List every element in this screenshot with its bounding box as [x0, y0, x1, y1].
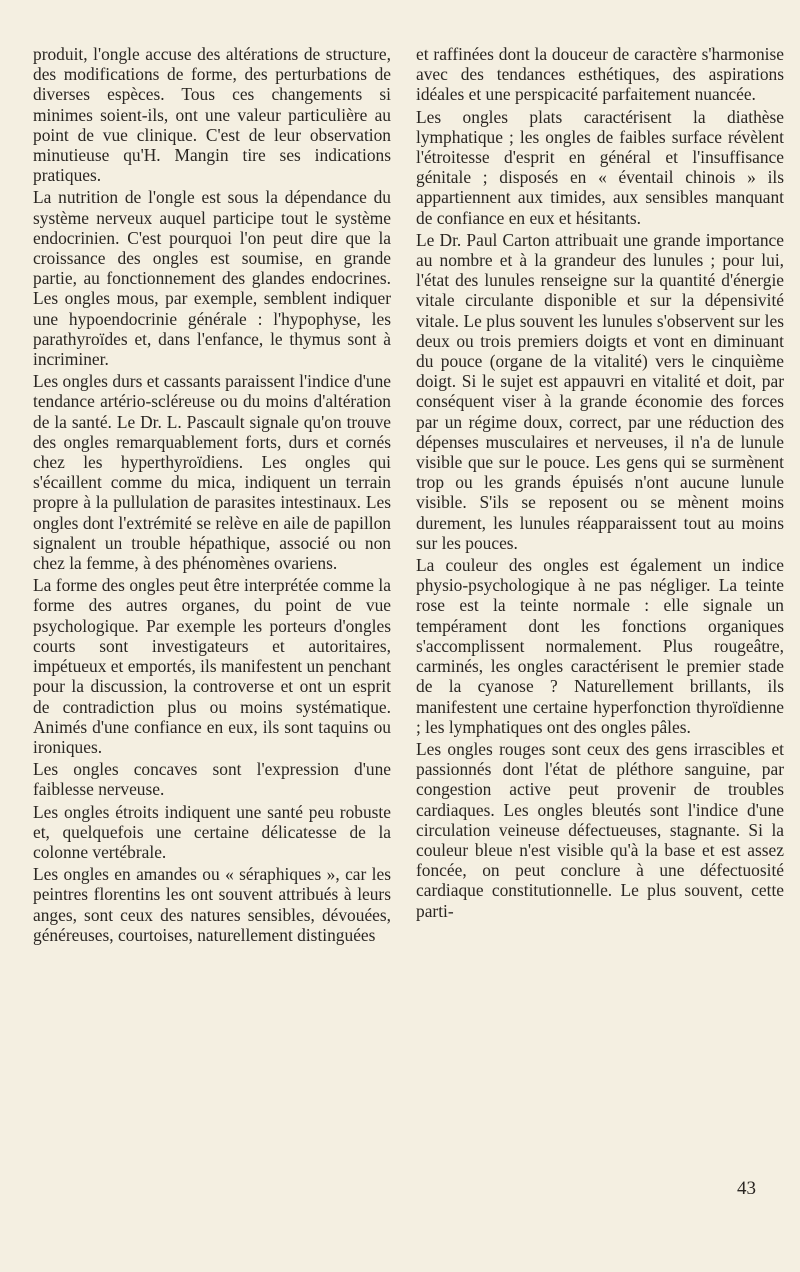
- paragraph: La couleur des ongles est également un indice physio-psychologique à ne pas négliger. La teinte rose est la teinte normale : elle signale un tempérament dont les fonctions organiques s'accomplissent normalement. Plus rougeâtre, carminés, les ongles caractérisent le premier stade de la cyanose ? Naturellement brillants, ils manifestent une certaine hyperfonction thyroïdienne ; les lymphatiques ont des ongles pâles.: [416, 555, 784, 737]
- paragraph: La nutrition de l'ongle est sous la dépendance du système nerveux auquel participe tout le système endocrinien. C'est pourquoi l'on peut dire que la croissance des ongles est soumise, en grande partie, au fonctionnement des glandes endocrines. Les ongles mous, par exemple, semblent indiquer une hypoendocrinie générale : l'hypophyse, les parathyroïdes et, dans l'enfance, le thymus sont à incriminer.: [33, 187, 391, 370]
- left-column: [33, 44, 391, 947]
- right-column: [416, 44, 784, 923]
- paragraph: produit, l'ongle accuse des altérations de structure, des modifications de forme, des perturbations de diverses espèces. Tous ces changements si minimes soient-ils, ont une valeur particulière au point de vue clinique. C'est de leur observation minutieuse qu'H. Mangin tire ses indications pratiques.: [33, 44, 391, 186]
- paragraph: Les ongles étroits indiquent une santé peu robuste et, quelquefois une certaine délicatesse de la colonne vertébrale.: [33, 801, 391, 862]
- paragraph: La forme des ongles peut être interprétée comme la forme des autres organes, du point de vue psychologique. Par exemple les porteurs d'ongles courts sont investigateurs et autoritaires, impétueux et emportés, ils manifestent un penchant pour la discussion, la controverse et ont un esprit de contradiction plus ou moins systématique. Animés d'une confiance en eux, ils sont taquins ou ironiques.: [33, 575, 391, 757]
- paragraph: Le Dr. Paul Carton attribuait une grande importance au nombre et à la grandeur des lunules ; pour lui, l'état des lunules renseigne sur la quantité d'énergie vitale circulante disponible et sur la dépensivité vitale. Le plus souvent les lunules s'observent sur les deux ou trois premiers doigts et vont en diminuant du pouce (organe de la vitalité) vers le cinquième doigt. Si le sujet est appauvri en vitalité et doit, par conséquent viser à la grande économie des forces par un régime doux, correct, par une réduction des dépenses musculaires et nerveuses, il n'a de lunule visible que sur le pouce. Les gens qui se surmènent trop ou les grands épuisés n'ont aucune lunule visible. S'ils se reposent ou se mènent moins durement, les lunules réapparaissent tout au moins sur les pouces.: [416, 229, 784, 553]
- paragraph: Les ongles concaves sont l'expression d'une faiblesse nerveuse.: [33, 759, 391, 800]
- paragraph: Les ongles rouges sont ceux des gens irrascibles et passionnés dont l'état de pléthore sanguine, par congestion active peut provenir de troubles cardiaques. Les ongles bleutés sont l'indice d'une circulation veineuse défectueuses, stagnante. Si la couleur bleue n'est visible qu'à la base et est assez foncée, on peut conclure à une défectuosité cardiaque constitutionnelle. Le plus souvent, cette parti-: [416, 738, 784, 921]
- paragraph: Les ongles durs et cassants paraissent l'indice d'une tendance artério-scléreuse ou du moins d'altération de la santé. Le Dr. L. Pascault signale qu'on trouve des ongles remarquablement forts, durs et cornés chez les hyperthyroïdiens. Les ongles qui s'écaillent comme du mica, indiquent un terrain propre à la pullulation de parasites intestinaux. Les ongles dont l'extrémité se relève en aile de papillon signalent un trouble hépathique, associé ou non chez la femme, à des phénomènes ovariens.: [33, 371, 391, 574]
- paragraph: Les ongles en amandes ou « séraphiques », car les peintres florentins les ont souvent attribués à leurs anges, sont ceux des natures sensibles, dévouées, généreuses, courtoises, naturellement distinguées: [33, 864, 391, 945]
- page-number: 43: [737, 1178, 756, 1199]
- paragraph: et raffinées dont la douceur de caractère s'harmonise avec des tendances esthétiques, des aspirations idéales et une perspicacité parfaitement nuancée.: [416, 44, 784, 105]
- paragraph: Les ongles plats caractérisent la diathèse lymphatique ; les ongles de faibles surface révèlent l'étroitesse d'esprit en général et l'insuffisance génitale ; disposés en « éventail chinois » ils appartiennent aux timides, aux sensibles manquant de confiance en eux et hésitants.: [416, 106, 784, 228]
